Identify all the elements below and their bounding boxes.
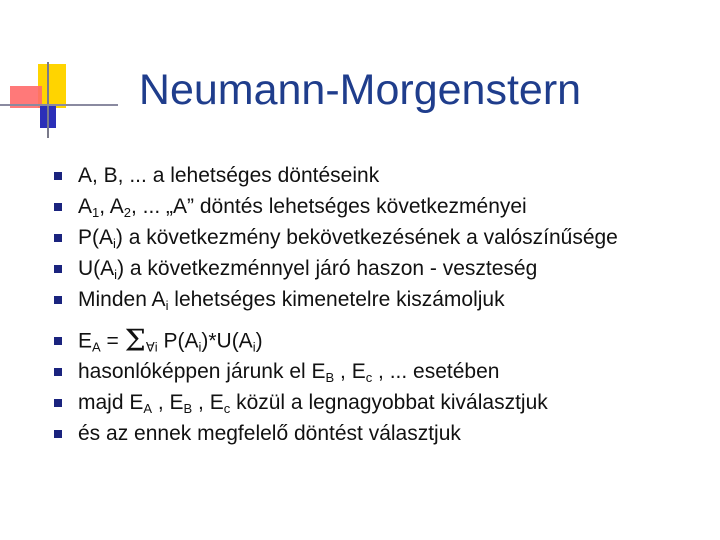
bullet-text: majd $E_A$ , $E_B$ , $E_c$ közül a legnagyobbat kiválasztjuk [78,390,548,416]
bullet-text: $A_1$, $A_2$, ... „A” döntés lehetséges következményei [78,194,527,220]
square-bullet-icon [54,430,62,438]
bullet-item [48,253,708,284]
sigma-symbol: Σ [124,323,146,358]
square-bullet-icon [54,172,62,180]
square-bullet-icon [54,399,62,407]
square-bullet-icon [54,203,62,211]
bullet-text: Minden $A_i$ lehetséges kimenetelre kiszámoljuk [78,287,505,313]
bullet-item-formula [48,325,708,356]
bullet-text: $U(A_i)$ a következménnyel járó haszon - veszteség [78,256,538,282]
bullet-item [48,222,708,253]
bullet-item [48,356,708,387]
slide-title: Neumann-Morgenstern [138,66,582,114]
bullet-item [48,191,708,222]
square-bullet-icon [54,234,62,242]
square-bullet-icon [54,296,62,304]
bullet-list [48,160,708,449]
square-bullet-icon [54,265,62,273]
bullet-text: hasonlóképpen járunk el $E_B$ , $E_c$ , ... esetében [78,359,500,385]
square-bullet-icon [54,337,62,345]
bullet-text: A, B, ... a lehetséges döntéseink [78,163,380,187]
bullet-item [48,418,708,449]
bullet-item [48,284,708,315]
bullet-text: és az ennek megfelelő döntést választjuk [78,421,461,445]
formula-text: $E_A = \Sigma_{\forall i}$ $P(A_i)*U(A_i)$ [78,323,263,358]
square-bullet-icon [54,368,62,376]
bullet-text: $P(A_i)$ a következmény bekövetkezésének a valószínűsége [78,225,618,251]
bullet-item [48,160,708,191]
bullet-item [48,387,708,418]
